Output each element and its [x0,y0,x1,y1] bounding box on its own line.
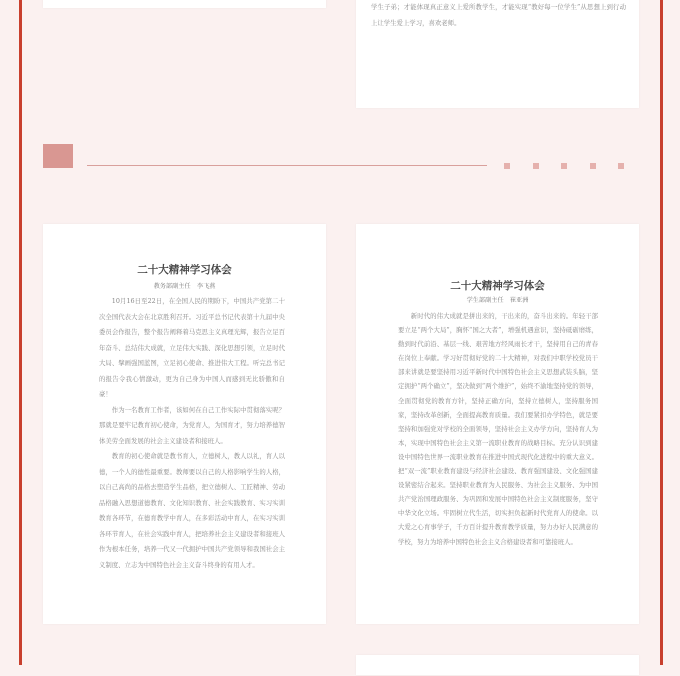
divider-dot [561,163,567,169]
document-card-right [356,224,639,624]
document-title: 二十大精神学习体会 [137,264,232,276]
document-author: 学生部副主任 崔亚洲 [466,297,529,304]
document-card-left [43,224,326,624]
document-body [398,309,598,549]
document-card-top-right [356,0,639,108]
document-card-top-left [43,0,326,8]
divider-dot [590,163,596,169]
document-card-bottom-right [356,655,639,675]
document-paragraph: 作为一名教育工作者，该如何在自己工作实际中贯彻落实呢？那就是要牢记教育初心使命，为党育人，为国育才，努力培养德智体美劳全面发展的社会主义建设者和接班人。 [99,405,285,445]
document-paragraph: 新时代的伟大成就是拼出来的，干出来的，奋斗出来的。年轻干部要立足“两个大局”，胸怀“国之大者”，增强机遇意识，坚持砥砺磨练，勤到时代前沿、基层一线、艰苦地方经风雨长才干，坚持用自己的青春在岗位上奉献。学习好贯彻好党的二十大精神，对我们中职学校党员干部来讲就是要坚持用习近平新时代中国特色社会主义思想武装头脑，坚定拥护“两个确立”，坚决做到“两个维护”，始终不渝地坚持党的领导，全面贯彻党的教育方针，坚持正确方向，坚持立德树人，坚持服务国家，坚持改革创新，全面提高教育质量。我们要紧扣办学特色，就是要坚持和加强党对学校的全面领导，坚持社会主义办学方向，坚持育人为本，实现中国特色社会主义第一流职业教育的战略目标。充分认识到建设中国特色世界一流职业教育在推进中国式现代化进程中的重大意义。把“双一流”职业教育建设与经济社会建设、教育强国建设、文化强国建设紧密结合起来。坚持职业教育为人民服务、为社会主义服务、为中国共产党治国理政服务、为巩固和发展中国特色社会主义制度服务，坚守中华文化立场。牢固树立代生活，切实担负起新时代党育人的使命。以大爱之心育事学子，千方百计提升教育教学质量，努力办好人民满意的学校，努力为培养中国特色社会主义合格建设者和可靠接班人。 [398,312,598,546]
document-card-bottom-left [43,656,326,676]
document-author: 教务部副主任 李飞燕 [153,283,216,290]
section-divider [43,144,643,168]
document-text: 学生子弟；才能体现真正意义上爱所教学生，才能实现“教好每一位学生”从思想上到行动上让学生爱上学习，喜欢老师。 [371,3,626,27]
divider-line [87,165,487,166]
divider-square [43,144,73,168]
document-title: 二十大精神学习体会 [450,280,545,292]
document-paragraph: 10月16日至22日，在全国人民的期盼下，中国共产党第二十次全国代表大会在北京胜利召开。习近平总书记代表第十九届中央委员会作报告，整个报告阐释着马克思主义真理光辉，报告立足百年奋斗、总结伟大成就，立足伟大实践、深化思想引领，立足时代大局、擘画强国蓝图，立足初心使命、推进伟大工程。听完总书记的报告令我心情激动，更为自己身为中国人而感到无比骄傲和自豪！ [99,297,285,398]
divider-dot [618,163,624,169]
document-body [99,294,285,573]
document-paragraph: 教育的初心使命就是教书育人，立德树人，教人以礼，育人以德，一个人的德性最重要。教师要以自己的人格影响学生的人格，以自己高尚的品格去塑造学生品格，把立德树人、工匠精神、劳动品格融入思想道德教育、文化知识教育、社会实践教育、实习实训教育各环节，在德育教学中育人，在多彩活动中育人，在实习实训各环节育人，在社会实践中育人，把培养社会主义建设者和接班人作为根本任务，培养一代又一代拥护中国共产党领导和我国社会主义制度、立志为中国特色社会主义奋斗终身的有用人才。 [99,452,285,569]
divider-dot [533,163,539,169]
divider-dot [504,163,510,169]
